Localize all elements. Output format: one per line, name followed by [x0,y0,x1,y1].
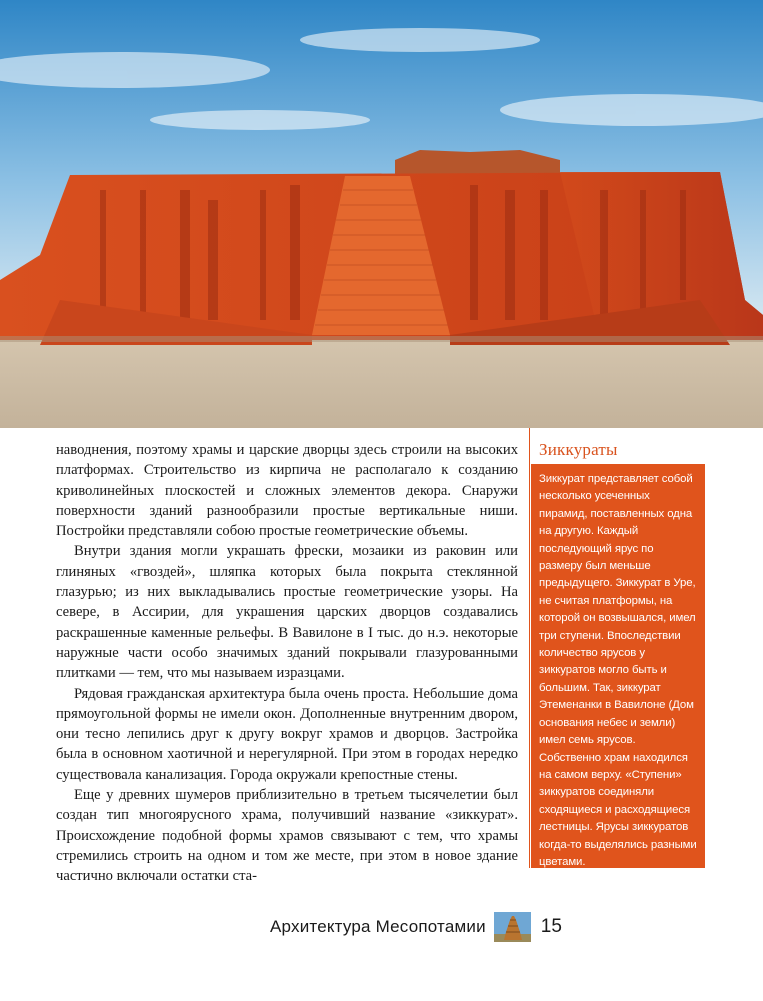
ziggurat-ruined-top [395,150,560,176]
paragraph: Еще у древних шумеров приблизительно в третьем тысячелетии был создан тип многоярусного храма, получивший название «зиккурат». Происхождение подобной формы храмов связывают с тем, что храмы стремились строить на одном и том же месте, при этом в новое здание частично включали остатки ста- [56,787,518,885]
sidebar-text: Зиккурат представляет собой несколько усеченных пирамид, поставленных одна на другую. Каждый последующий ярус по размеру был меньше предыдущего. Зиккурат в Уре, не считая платформы, на которой он возвышался, имел три ступени. Впоследствии количество ярусов у зиккуратов могло быть и большим. Так, зиккурат Этеменанки в Вавилоне (Дом основания небес и земли) имел семь ярусов. Собственно храм находился на самом верху. «Ступени» зиккуратов соединяли сходящиеся и расходящиеся лестницы. Ярусы зиккуратов когда-то выделялись разными цветами. [539,473,697,868]
paragraph: наводнения, поэтому храмы и царские дворцы здесь строили на высоких платформах. Строительство из кирпича не располагало к созданию криволинейных плоскостей и сложных элементов декора. Снаружи поверхности зданий разнообразили простые вертикальные ниши. Постройки представляли собою простые геометрические объемы. [56,442,518,540]
ziggurat-illustration [0,0,763,428]
paragraph: Рядовая гражданская архитектура была очень проста. Небольшие дома прямоугольной формы не имели окон. Дополненные внутренним двором, они тесно лепились друг к другу вокруг храмов и дворцов. Застройка была в основном хаотичной и нерегулярной. При этом в городах нередко существовала канализация. Города окружали крепостные стены. [56,685,518,783]
paragraph: Внутри здания могли украшать фрески, мозаики из раковин или глиняных «гвоздей», шляпка которых была покрыта стеклянной глазурью; из них выкладывались простые геометрические узоры. На севере, в Ассирии, для украшения царских дворцов создавались раскрашенные каменные рельефы. В Вавилоне в I тыс. до н.э. некоторые наружные части особо значимых зданий покрывали глазурованными плитками — тем, что мы называем изразцами. [56,543,518,682]
sidebar-ziggurats [529,428,705,868]
page-footer [270,910,562,944]
page-number: 15 [540,916,562,937]
sidebar-title: Зиккураты [539,440,618,459]
sidebar-divider [529,428,530,868]
sidebar-box [531,464,705,868]
ziggurat-photo [0,0,763,428]
chapter-title: Архитектура Месопотамии [270,917,486,936]
main-text-column [56,440,518,887]
tower-thumbnail-icon [494,912,531,942]
